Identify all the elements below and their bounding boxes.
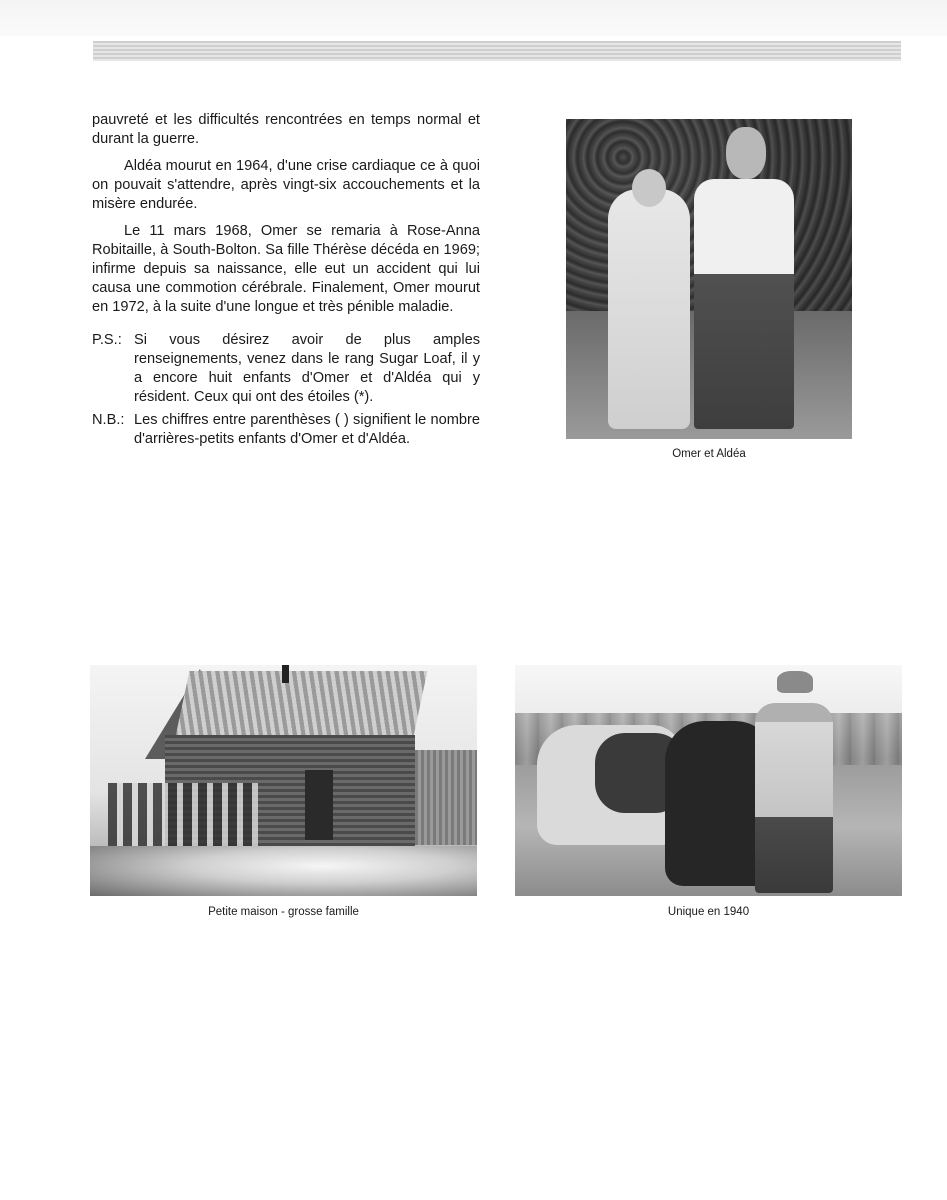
boy-figure <box>755 703 833 893</box>
grass <box>90 846 477 896</box>
page-top-band <box>0 0 947 36</box>
paragraph-3: Le 11 mars 1968, Omer se remaria à Rose-Anna Robitaille, à South-Bolton. Sa fille Thérèse décéda en 1969; infirme depuis sa naissance, elle eut un accident qui lui causa une commotion cérébrale. Finalement, Omer mourut en 1972, à la suite d'une longue et très pénible maladie. <box>92 223 480 315</box>
ps-label: P.S.: <box>92 332 122 348</box>
nb-label: N.B.: <box>92 412 125 428</box>
paragraph-1: pauvreté et les difficultés rencontrées en temps normal et durant la guerre. <box>92 112 480 147</box>
caption-oxen: Unique en 1940 <box>667 906 750 918</box>
woman-figure <box>608 189 690 429</box>
house-roof <box>175 671 428 741</box>
nb-text: Les chiffres entre parenthèses ( ) signifient le nombre d'arrières-petits enfants d'Omer et d'Aldéa. <box>134 412 480 447</box>
caption-omer-aldea: Omer et Aldéa <box>672 448 746 460</box>
header-rule <box>93 41 901 61</box>
man-head <box>726 127 766 179</box>
text-column <box>92 111 480 453</box>
photo-oxen <box>515 665 902 896</box>
nb-note <box>92 411 480 449</box>
house-door <box>305 770 333 840</box>
man-figure <box>694 179 794 429</box>
caption-house: Petite maison - grosse famille <box>208 906 359 918</box>
photo-house <box>90 665 477 896</box>
boy-cap <box>777 671 813 693</box>
shed <box>415 750 477 845</box>
paragraph-2: Aldéa mourut en 1964, d'une crise cardiaque ce à quoi on pouvait s'attendre, après vingt-six accouchements et la misère endurée. <box>92 158 480 212</box>
chimney <box>282 665 289 683</box>
woman-head <box>632 169 666 207</box>
ps-note <box>92 331 480 407</box>
photo-omer-aldea <box>566 119 852 439</box>
ps-text: Si vous désirez avoir de plus amples renseignements, venez dans le rang Sugar Loaf, il y a encore huit enfants d'Omer et d'Aldéa qui y résident. Ceux qui ont des étoiles (*). <box>134 332 480 405</box>
